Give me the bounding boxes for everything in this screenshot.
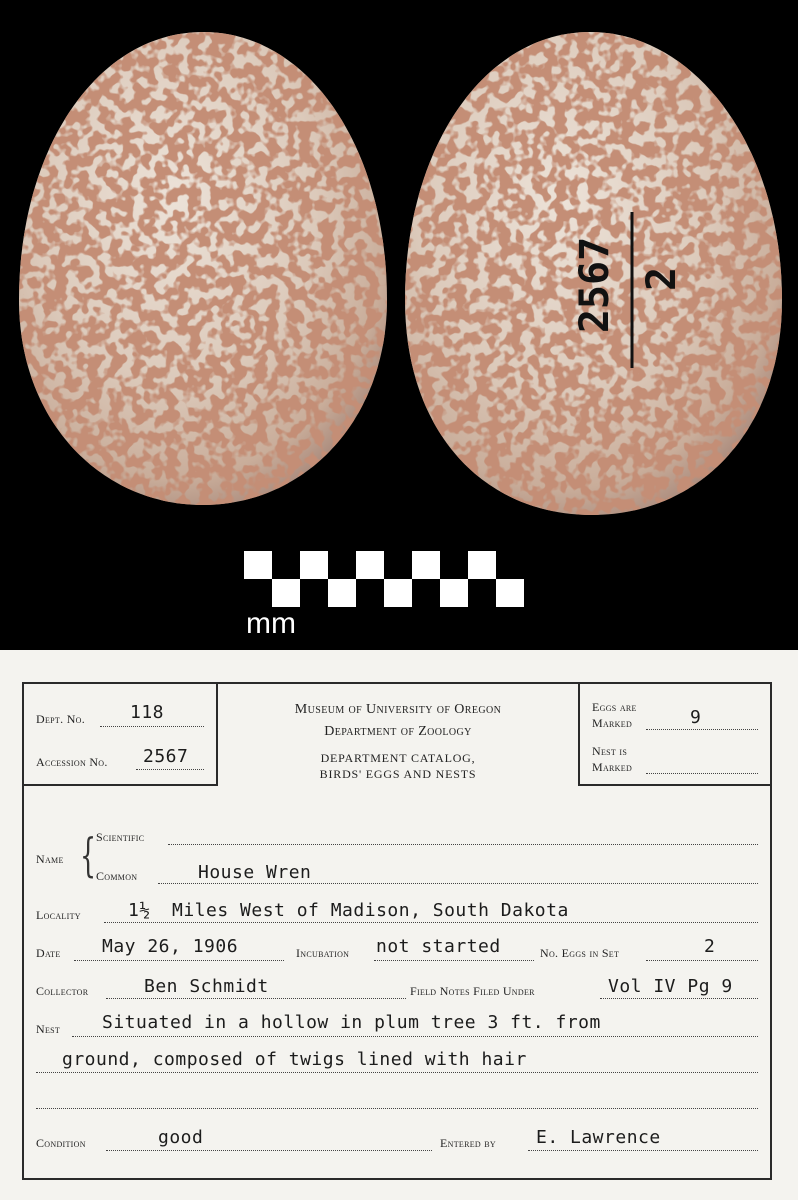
nest-label: Nest [36, 1022, 61, 1036]
nest-line-2 [36, 1072, 758, 1073]
common-name-value: House Wren [198, 862, 312, 883]
eggs-marked-label-2: Marked [592, 716, 633, 730]
entered-by-line [528, 1150, 758, 1151]
incubation-line [374, 960, 534, 961]
eggs-marked-value: 9 [690, 707, 702, 728]
field-notes-label: Field Notes Filed Under [410, 984, 535, 998]
nest-description-line-2: ground, composed of twigs lined with hair [62, 1049, 527, 1070]
dept-no-label: Dept. No. [36, 712, 86, 726]
field-notes-value: Vol IV Pg 9 [608, 976, 733, 997]
eggs-in-set-value: 2 [704, 936, 716, 957]
dept-accession-box [22, 682, 218, 786]
nest-marked-label-2: Marked [592, 760, 633, 774]
date-value: May 26, 1906 [102, 936, 239, 957]
dept-no-value: 118 [130, 702, 165, 723]
nest-marked-line [646, 773, 758, 774]
condition-label: Condition [36, 1136, 86, 1150]
entered-by-label: Entered by [440, 1136, 496, 1150]
name-brace-icon: { [80, 828, 97, 882]
collector-label: Collector [36, 984, 89, 998]
condition-line [106, 1150, 432, 1151]
scientific-label: Scientific [96, 830, 145, 844]
egg-marking-set: 2 [639, 266, 686, 292]
dept-no-line [100, 726, 204, 727]
card-catalog-type: BIRDS' EGGS AND NESTS [319, 767, 477, 781]
incubation-label: Incubation [296, 946, 350, 960]
accession-no-line [136, 769, 204, 770]
date-line [74, 960, 284, 961]
scientific-line [168, 844, 758, 845]
egg-left [0, 0, 400, 520]
collector-value: Ben Schmidt [144, 976, 269, 997]
nest-line-3 [36, 1108, 758, 1109]
locality-line [104, 922, 758, 923]
egg-marking-number: 2567 [572, 236, 618, 334]
nest-line-1 [72, 1036, 758, 1037]
nest-marked-label-1: Nest is [592, 744, 628, 758]
locality-fraction: 1½ [128, 900, 151, 921]
common-label: Common [96, 869, 138, 883]
scale-bar [244, 550, 526, 608]
scale-bar-row-bottom [244, 579, 526, 607]
accession-no-label: Accession No. [36, 755, 108, 769]
locality-value: Miles West of Madison, South Dakota [172, 900, 569, 921]
eggs-marked-line [646, 729, 758, 730]
card-subtitle: Department of Zoology [324, 724, 472, 739]
scale-bar-row-top [244, 551, 526, 579]
nest-description-line-1: Situated in a hollow in plum tree 3 ft. from [102, 1012, 601, 1033]
card-catalog-line: DEPARTMENT CATALOG, [320, 751, 476, 765]
eggs-in-set-line [646, 960, 758, 961]
scale-unit-label: mm [246, 607, 296, 640]
collector-line [106, 998, 406, 999]
date-label: Date [36, 946, 61, 960]
catalog-card [0, 650, 798, 1200]
eggs-marked-label-1: Eggs are [592, 700, 637, 714]
field-notes-line [600, 998, 758, 999]
eggs-in-set-label: No. Eggs in Set [540, 946, 620, 960]
entered-by-value: E. Lawrence [536, 1127, 661, 1148]
condition-value: good [158, 1127, 204, 1148]
common-line [158, 883, 758, 884]
locality-label: Locality [36, 908, 81, 922]
name-label: Name [36, 852, 64, 866]
card-title: Museum of University of Oregon [294, 702, 502, 717]
incubation-value: not started [376, 936, 501, 957]
accession-no-value: 2567 [143, 746, 189, 767]
